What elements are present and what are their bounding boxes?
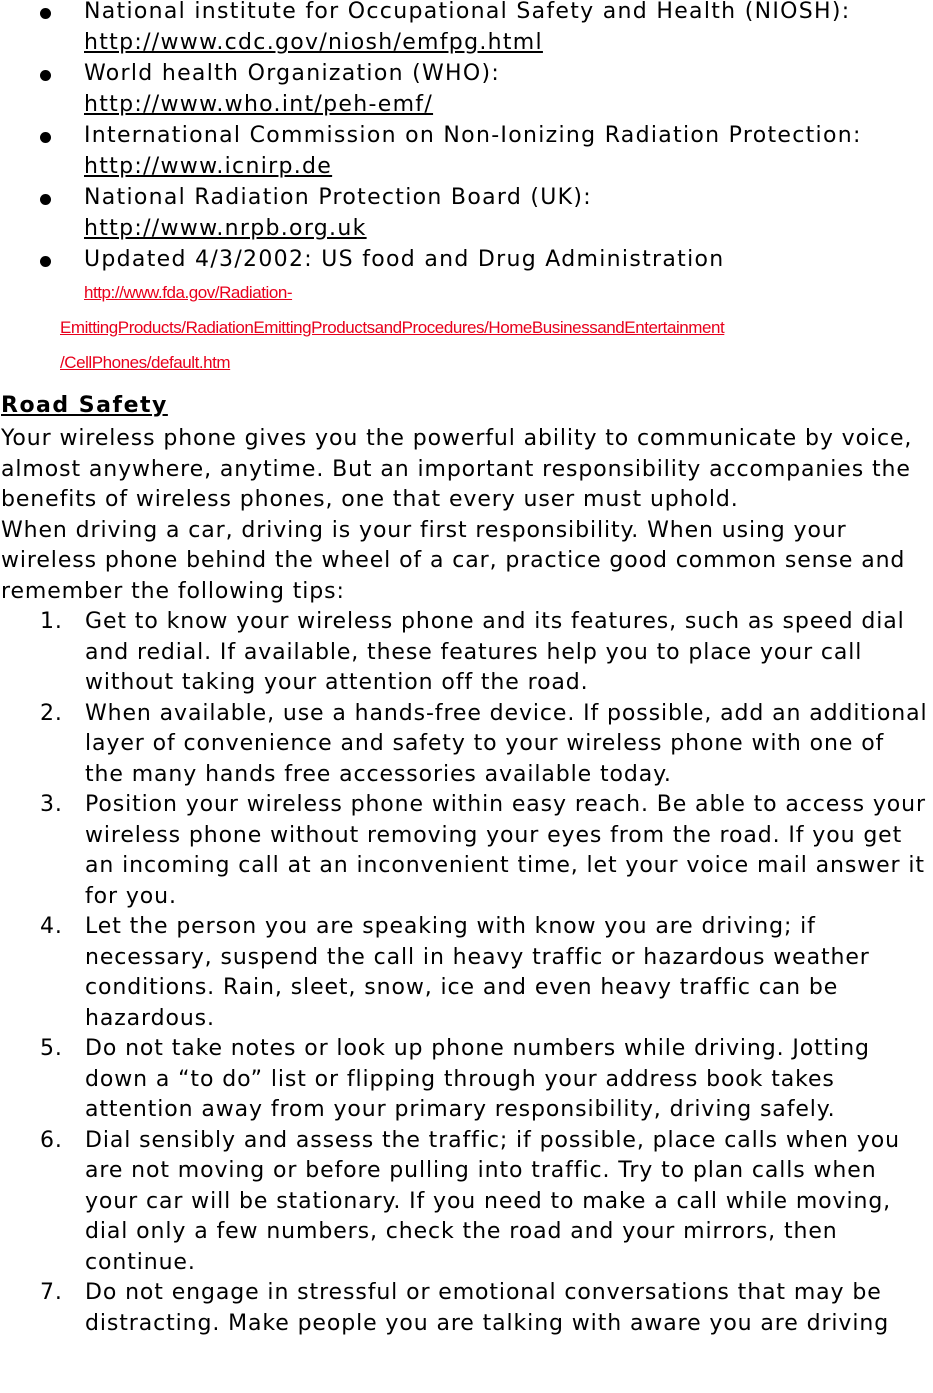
- intro-paragraph-2: When driving a car, driving is your first responsibility. When using your wireless phone behind the wheel of a car, practice good common sense and remember the following tips:: [1, 517, 906, 604]
- list-item: [0, 912, 933, 1034]
- list-item: [0, 59, 933, 121]
- reference-title: Updated 4/3/2002: US food and Drug Administration: [84, 247, 725, 272]
- list-item: [0, 0, 933, 59]
- reference-link-fda-cont[interactable]: EmittingProducts/RadiationEmittingProductsandProcedures/HomeBusinessandEntertainment: [60, 318, 725, 337]
- tips-list: [0, 607, 933, 1339]
- list-number: 1.: [40, 609, 63, 634]
- list-item-text: Position your wireless phone within easy reach. Be able to access your wireless phone without removing your eyes from the road. If you get an incoming call at an inconvenient time, let your voice mail answer it for you.: [85, 792, 926, 909]
- list-item: [0, 790, 933, 912]
- list-item: [0, 1034, 933, 1126]
- reference-link-who[interactable]: http://www.who.int/peh-emf/: [84, 92, 434, 117]
- list-number: 2.: [40, 700, 63, 726]
- list-number: 4.: [40, 914, 63, 939]
- bullet-icon: [40, 256, 51, 267]
- list-item: [0, 699, 933, 791]
- reference-link-niosh[interactable]: http://www.cdc.gov/niosh/emfpg.html: [84, 30, 543, 55]
- bullet-icon: [40, 70, 51, 81]
- bullet-icon: [40, 132, 51, 143]
- list-number: 3.: [40, 792, 63, 817]
- list-number: 7.: [40, 1280, 63, 1305]
- list-item: [0, 183, 933, 245]
- list-item: [0, 607, 933, 699]
- section-heading: Road Safety: [1, 393, 168, 418]
- list-item-text: Let the person you are speaking with know you are driving; if necessary, suspend the call in heavy traffic or hazardous weather conditions. Rain, sleet, snow, ice and even heavy traffic can be hazardous.: [85, 914, 870, 1031]
- list-item-text: Do not take notes or look up phone numbers while driving. Jotting down a “to do” list or flipping through your address book takes attention away from your primary responsibility, driving safely.: [85, 1036, 870, 1122]
- list-number: 5.: [40, 1036, 63, 1061]
- reference-link-fda[interactable]: http://www.fda.gov/Radiation-: [84, 283, 293, 302]
- reference-list: [0, 0, 933, 380]
- reference-link-nrpb[interactable]: http://www.nrpb.org.uk: [84, 216, 367, 241]
- reference-title: National institute for Occupational Safety and Health (NIOSH):: [84, 0, 851, 24]
- list-number: 6.: [40, 1127, 63, 1153]
- reference-link-fda-cont[interactable]: /CellPhones/default.htm: [60, 353, 231, 372]
- list-item-text: Get to know your wireless phone and its features, such as speed dial and redial. If available, these features help you to place your call without taking your attention off the road.: [85, 609, 905, 695]
- list-item-text: Do not engage in stressful or emotional conversations that may be distracting. Make people you are talking with aware you are driving: [85, 1280, 890, 1336]
- reference-title: International Commission on Non-Ionizing Radiation Protection:: [84, 123, 862, 148]
- list-item-text: When available, use a hands-free device. If possible, add an additional layer of convenience and safety to your wireless phone with one of the many hands free accessories available today.: [85, 700, 928, 787]
- bullet-icon: [40, 8, 51, 19]
- list-item: [0, 245, 933, 380]
- intro-paragraph: Your wireless phone gives you the powerful ability to communicate by voice, almost anywhere, anytime. But an important responsibility accompanies the benefits of wireless phones, one that every user must uphold.: [1, 426, 913, 512]
- reference-title: World health Organization (WHO):: [84, 61, 501, 86]
- bullet-icon: [40, 194, 51, 205]
- reference-title: National Radiation Protection Board (UK):: [84, 185, 592, 210]
- list-item-text: Dial sensibly and assess the traffic; if possible, place calls when you are not moving or before pulling into traffic. Try to plan calls when your car will be stationary. If you need to make a call while moving, dial only a few numbers, check the road and your mirrors, then continue.: [85, 1127, 900, 1275]
- list-item: [0, 1126, 933, 1279]
- list-item: [0, 121, 933, 183]
- list-item: [0, 1278, 933, 1339]
- reference-link-icnirp[interactable]: http://www.icnirp.de: [84, 154, 333, 179]
